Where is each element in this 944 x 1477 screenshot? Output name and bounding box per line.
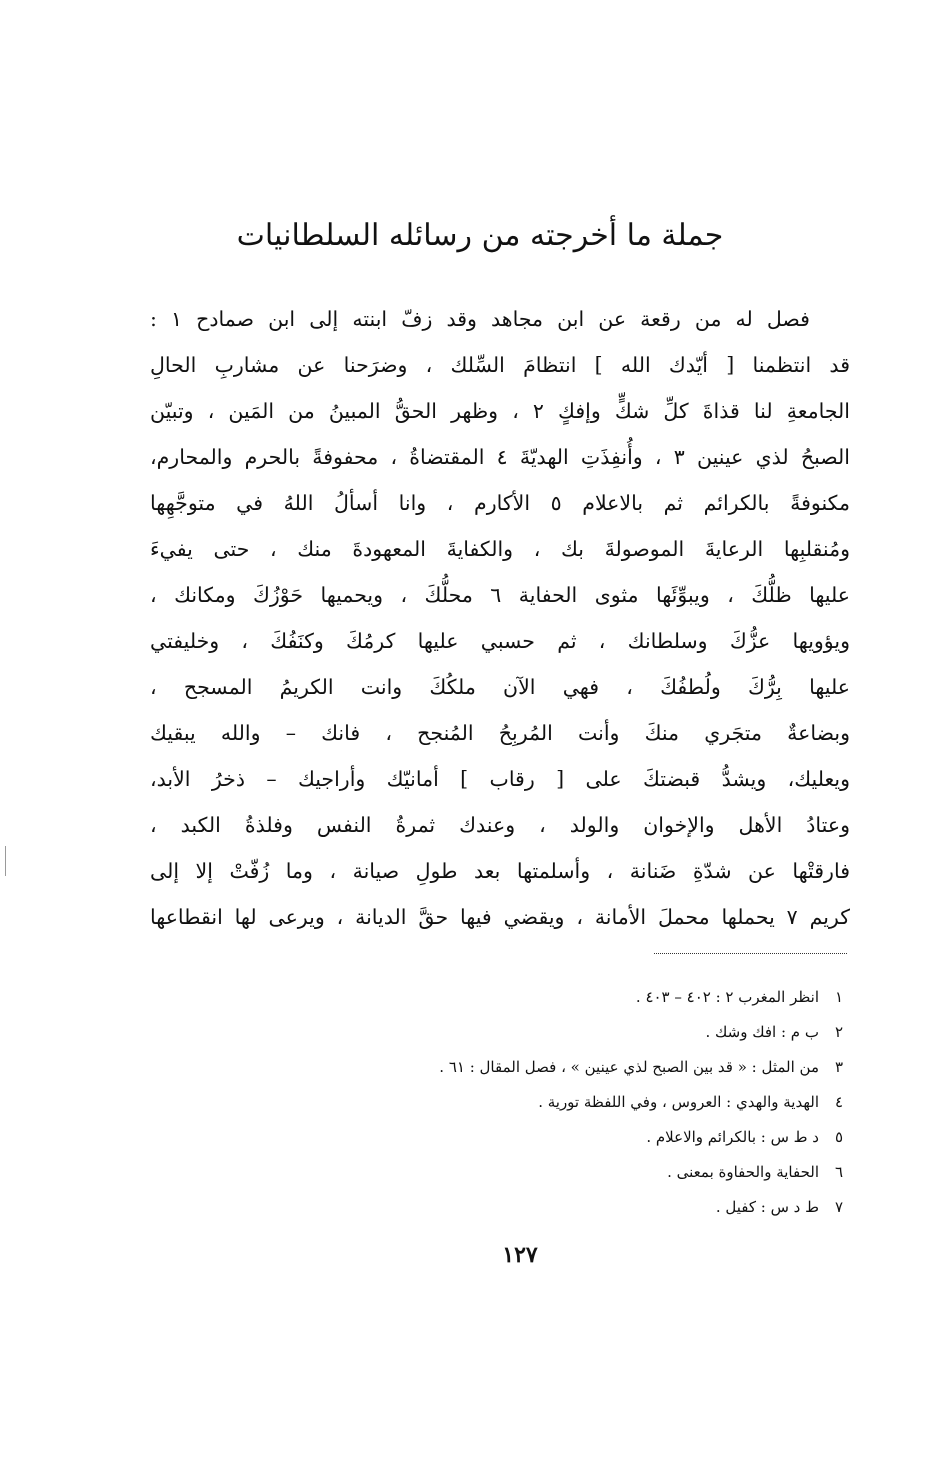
footnote-number: ٢: [834, 1023, 843, 1041]
footnote-number: ١: [834, 988, 843, 1006]
footnote-text: ط د س : كفيل .: [715, 1198, 819, 1216]
footnote-number: ٦: [834, 1163, 843, 1181]
footnote: [200, 980, 843, 1015]
text-line: الصبحُ لذي عينين ٣ ، وأُنفِذَتِ الهديّةَ ٤ المقتضاةُ ، محفوفةً بالحرم والمحارم،: [150, 445, 850, 469]
margin-mark: [5, 846, 6, 876]
page-title: جملة ما أخرجته من رسائله السلطانيات: [236, 218, 724, 253]
main-text: [150, 296, 850, 940]
text-line: فصل له من رقعة عن ابن مجاهد وقد زفّ ابنته إلى ابن صمادح ١ :: [150, 307, 810, 331]
footnote-separator: [654, 953, 847, 954]
footnote-text: ب م : افك وشك .: [705, 1023, 819, 1041]
text-line: فارقتْها عن شدّةِ ضَنانة ، وأسلمتها بعد طولِ صيانة ، وما زُفّتْ إلا إلى: [150, 859, 850, 883]
text-line: كريم ٧ يحملها محملَ الأمانة ، ويقضي فيها حقَّ الديانة ، ويرعى لها انقطاعها: [150, 905, 850, 929]
text-line: ويؤويها عزُّكَ وسلطانك ، ثم حسبي عليها كرمُكَ وكنَفُكَ ، وخليفتي: [150, 629, 850, 653]
footnote-text: انظر المغرب ٢ : ٤٠٢ – ٤٠٣ .: [635, 988, 819, 1006]
footnote-text: الهدية والهدي : العروس ، وفي اللفظة تورية .: [538, 1093, 819, 1111]
text-line: عليها ظلُّكَ ، ويبوِّئَها مثوى الحفاية ٦ محلُّكَ ، ويحميها حَوْزُكَ ومكانك ،: [150, 583, 850, 607]
footnote-number: ٤: [834, 1093, 843, 1111]
footnote: [200, 1155, 843, 1190]
text-line: وعتادُ الأهل والإخوان والولد ، وعندك ثمرةُ النفس وفلذةُ الكبد ،: [150, 813, 850, 837]
text-line: مكنوفةً بالكرائم ثم بالاعلام ٥ الأكارم ، وانا أسألُ اللهُ في متوجَّهِها: [150, 491, 850, 515]
footnotes: [200, 980, 843, 1225]
text-line: ومُنقلبِها الرعايةَ الموصولةَ بك ، والكفايةَ المعهودةَ منك ، حتى يفيءَ: [150, 537, 850, 561]
footnote-number: ٣: [834, 1058, 843, 1076]
text-line: وبضاعةٌ متجَري منكَ وأنت المُربِحُ المُنجح ، فانك – والله يبقيك: [150, 721, 850, 745]
page-number: ١٢٧: [502, 1242, 538, 1268]
footnote: [200, 1050, 843, 1085]
text-line: ويعليك، ويشدُّ قبضتكَ على [ رقاب ] أمانيّك وأراجيك – ذخرُ الأبد،: [150, 767, 850, 791]
text-line: عليها بِرُّكَ ولُطفُكَ ، فهي الآن ملكُكَ وانت الكريمُ المسجح ،: [150, 675, 850, 699]
footnote: [200, 1085, 843, 1120]
footnote: [200, 1015, 843, 1050]
footnote-text: الحفاية والحفاوة بمعنى .: [667, 1163, 819, 1181]
footnote-text: د ط س : بالكرائم والاعلام .: [646, 1128, 819, 1146]
footnote-number: ٧: [834, 1198, 843, 1216]
footnote-number: ٥: [834, 1128, 843, 1146]
footnote: [200, 1120, 843, 1155]
text-line: الجامعةِ لنا قذاةَ كلِّ شكٍّ وإفكٍ ٢ ، وظهر الحقُّ المبينُ من المَين ، وتبيّن: [150, 399, 850, 423]
footnote: [200, 1190, 843, 1225]
text-line: قد انتظمنا [ أيّدك الله ] انتظامَ السِّلك ، وضرَحنا عن مشاربِ الحالِ: [150, 353, 850, 377]
footnote-text: من المثل : « قد بين الصبح لذي عينين » ، فصل المقال : ٦١ .: [439, 1058, 819, 1076]
